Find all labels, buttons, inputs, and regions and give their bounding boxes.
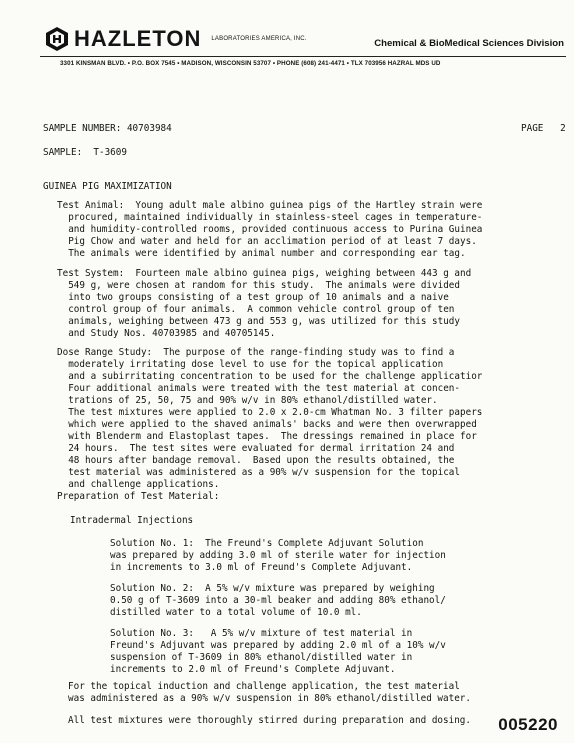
solution-3: Solution No. 3: A 5% w/v mixture of test material in Freund's Adjuvant was prepared by adding 2.0 ml of a 10% w/v suspension of T-3609 in 80% ethanol/distilled water in increments to 2.0 ml of Freund's Complete Adjuvant.: [110, 628, 446, 675]
stirring-statement: All test mixtures were thoroughly stirred during preparation and dosing.: [68, 715, 471, 726]
page-number: PAGE 2: [521, 123, 566, 134]
preparation-title: Preparation of Test Material:: [57, 491, 220, 502]
company-subtitle: LABORATORIES AMERICA, INC.: [211, 36, 307, 42]
letterhead-divider: [40, 56, 566, 57]
test-system-paragraph: Test System: Fourteen male albino guinea pigs, weighing between 443 g and 549 g, were chosen at random for this study. The animals were divided into two groups consisting of a test group of 10 animals and a naive control group of four animals. A common vehicle control group of ten animals, weighing between 473 g and 553 g, was utilized for this study and Study Nos. 40703985 and 40705145.: [57, 268, 472, 339]
solution-2: Solution No. 2: A 5% w/v mixture was prepared by weighing 0.50 g of T-3609 into a 30-ml beaker and adding 80% ethanol/ distilled water to a total volume of 10.0 ml.: [110, 583, 446, 618]
intradermal-title: Intradermal Injections: [70, 515, 194, 526]
hazleton-hexagon-logo-icon: [44, 26, 70, 52]
document-stamp-number: 005220: [498, 715, 558, 734]
letterhead-address: 3301 KINSMAN BLVD. • P.O. BOX 7545 • MADISON, WISCONSIN 53707 • PHONE (608) 241-4471 • TLX 703956 HAZRAL MDS UD: [60, 60, 441, 67]
division-name: Chemical & BioMedical Sciences Division: [374, 38, 564, 49]
topical-paragraph: For the topical induction and challenge application, the test material was administered as a 90% w/v suspension in 80% ethanol/distilled water.: [68, 681, 471, 704]
test-animal-paragraph: Test Animal: Young adult male albino guinea pigs of the Hartley strain were procured, maintained individually in stainless-steel cages in temperature- and humidity-controlled rooms, provided continuous access to Purina Guinea Pig Chow and water and held for an acclimation period of at least 7 days. The animals were identified by animal number and corresponding ear tag.: [57, 200, 483, 259]
dose-range-paragraph: Dose Range Study: The purpose of the range-finding study was to find a moderately irritating dose level to use for the topical application and a subirritating concentration to be used for the challenge applicatior Four additional animals were treated with the test material at concen- trations of 25, 50, 75 and 90% w/v in 80% ethanol/distilled water. The test mixtures were applied to 2.0 x 2.0-cm Whatman No. 3 filter papers which were applied to the shaved animals' backs and were then overwrapped with Blenderm and Elastoplast tapes. The dressings remained in place for 24 hours. The test sites were evaluated for dermal irritation 24 and 48 hours after bandage removal. Based upon the results obtained, the test material was administered as a 90% w/v suspension for the topical and challenge applications.: [57, 347, 483, 490]
sample-number: SAMPLE NUMBER: 40703984: [43, 123, 172, 134]
letterhead-logo: [44, 26, 307, 52]
sample-id: SAMPLE: T-3609: [43, 147, 127, 158]
section-title: GUINEA PIG MAXIMIZATION: [43, 181, 172, 192]
solution-1: Solution No. 1: The Freund's Complete Adjuvant Solution was prepared by adding 3.0 ml of sterile water for injection in increments to 3.0 ml of Freund's Complete Adjuvant.: [110, 538, 446, 573]
company-name: HAZLETON: [74, 26, 202, 51]
